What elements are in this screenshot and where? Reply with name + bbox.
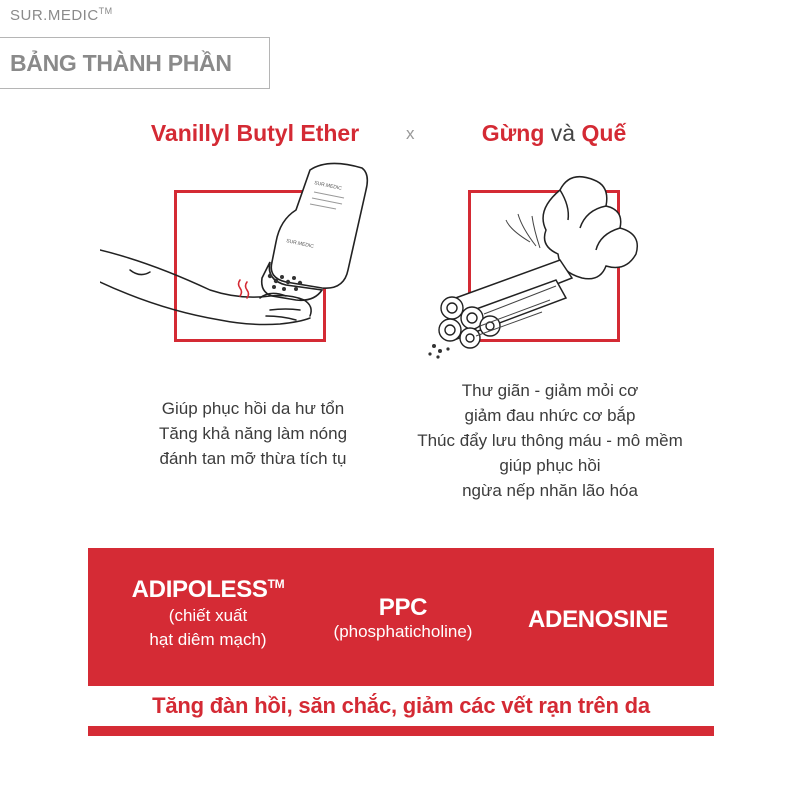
right-description	[403, 378, 697, 503]
right-desc-line: Thư giãn - giảm mỏi cơ	[461, 381, 639, 400]
separator-x: x	[406, 124, 415, 143]
svg-text:SUR.MEDIC: SUR.MEDIC	[285, 238, 315, 250]
adipoless-sub-line: hạt diêm mạch)	[149, 630, 267, 649]
hand-with-tube-illustration	[100, 150, 390, 365]
ppc-column	[313, 596, 493, 644]
adipoless-name	[118, 576, 298, 604]
left-description	[118, 396, 388, 471]
brand-text: SUR.MEDIC	[10, 7, 99, 24]
brand-logo	[10, 6, 113, 24]
left-desc-line: Giúp phục hồi da hư tổn	[161, 399, 345, 418]
benefit-strip	[88, 686, 714, 726]
page-title-box	[0, 37, 270, 89]
right-desc-line: Thúc đẩy lưu thông máu - mô mềm	[417, 431, 683, 450]
adenosine-name: ADENOSINE	[528, 606, 668, 633]
page-title: BẢNG THÀNH PHẦN	[10, 49, 232, 76]
ppc-sub-line: (phosphaticholine)	[333, 622, 473, 641]
and-connector: và	[544, 120, 582, 146]
adipoless-column	[118, 576, 298, 652]
ginger-cinnamon-illustration	[410, 150, 670, 365]
ingredient-band	[88, 548, 714, 736]
svg-text:SUR.MEDIC: SUR.MEDIC	[313, 180, 343, 192]
ingredient-heading-right	[456, 120, 652, 147]
adipoless-label: ADIPOLESS	[131, 576, 268, 603]
cinnamon-label: Quế	[581, 120, 627, 146]
left-desc-line: Tăng khả năng làm nóng	[158, 424, 348, 443]
right-desc-line: ngừa nếp nhăn lão hóa	[462, 481, 638, 500]
right-desc-line: giảm đau nhức cơ bắp	[464, 406, 636, 425]
adipoless-sub-line: (chiết xuất	[168, 606, 248, 625]
ingredient-heading-left: Vanillyl Butyl Ether	[150, 120, 360, 146]
ginger-label: Gừng	[481, 120, 545, 146]
adipoless-tm: TM	[267, 577, 285, 591]
benefit-text: Tăng đàn hồi, săn chắc, giảm các vết rạn trên da	[152, 693, 650, 718]
right-desc-line: giúp phục hồi	[499, 456, 601, 475]
adenosine-column	[508, 606, 688, 634]
brand-tm: TM	[98, 6, 113, 16]
left-desc-line: đánh tan mỡ thừa tích tụ	[159, 449, 347, 468]
ppc-name: PPC	[378, 594, 428, 621]
